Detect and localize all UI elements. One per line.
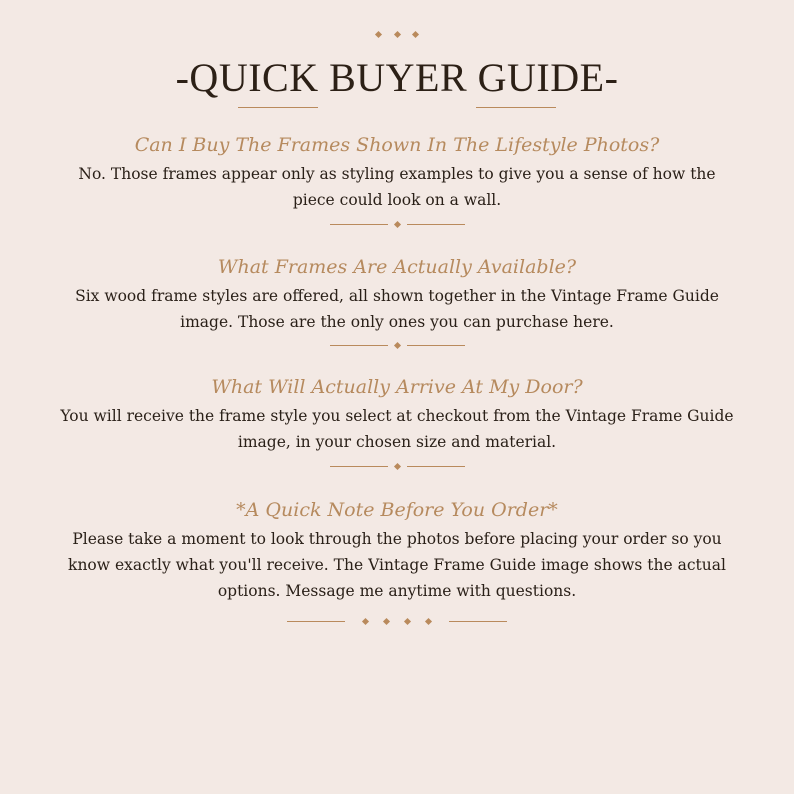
faq-section-frames-in-photos [60, 131, 734, 213]
diamond-icon [362, 618, 369, 625]
diamond-icon [393, 31, 400, 38]
faq-answer: No. Those frames appear only as styling examples to give you a sense of how the piece could look on a wall. [78, 165, 716, 209]
diamond-icon [404, 618, 411, 625]
faq-answer: You will receive the frame style you select at checkout from the Vintage Frame Guide image, in your chosen size and material. [60, 407, 734, 451]
title-rule-left [238, 107, 318, 108]
faq-section-available-frames [60, 253, 734, 335]
faq-question: What Frames Are Actually Available? [217, 256, 577, 278]
diamond-icon [412, 31, 419, 38]
title-rule-right [476, 107, 556, 108]
faq-question: *A Quick Note Before You Order* [236, 499, 558, 521]
diamond-icon [383, 618, 390, 625]
diamond-icon [375, 31, 382, 38]
section-divider [0, 343, 794, 355]
page-title: -QUICK BUYER GUIDE- [175, 55, 619, 100]
diamond-icon [425, 618, 432, 625]
faq-question: What Will Actually Arrive At My Door? [211, 376, 583, 398]
section-divider [0, 464, 794, 476]
faq-section-quick-note [60, 496, 734, 604]
end-divider [0, 619, 794, 631]
diamond-icon [393, 221, 400, 228]
section-divider [0, 222, 794, 234]
faq-section-what-arrives [60, 373, 734, 455]
diamond-icon [393, 463, 400, 470]
diamond-icon [393, 342, 400, 349]
faq-answer: Six wood frame styles are offered, all shown together in the Vintage Frame Guide image. Those are the only ones you can purchase here. [75, 287, 719, 331]
faq-answer: Please take a moment to look through the photos before placing your order so you know exactly what you'll receive. The Vintage Frame Guide image shows the actual options. Message me anytime with questions. [68, 530, 726, 600]
faq-question: Can I Buy The Frames Shown In The Lifestyle Photos? [134, 134, 660, 156]
top-ornament [0, 28, 794, 40]
